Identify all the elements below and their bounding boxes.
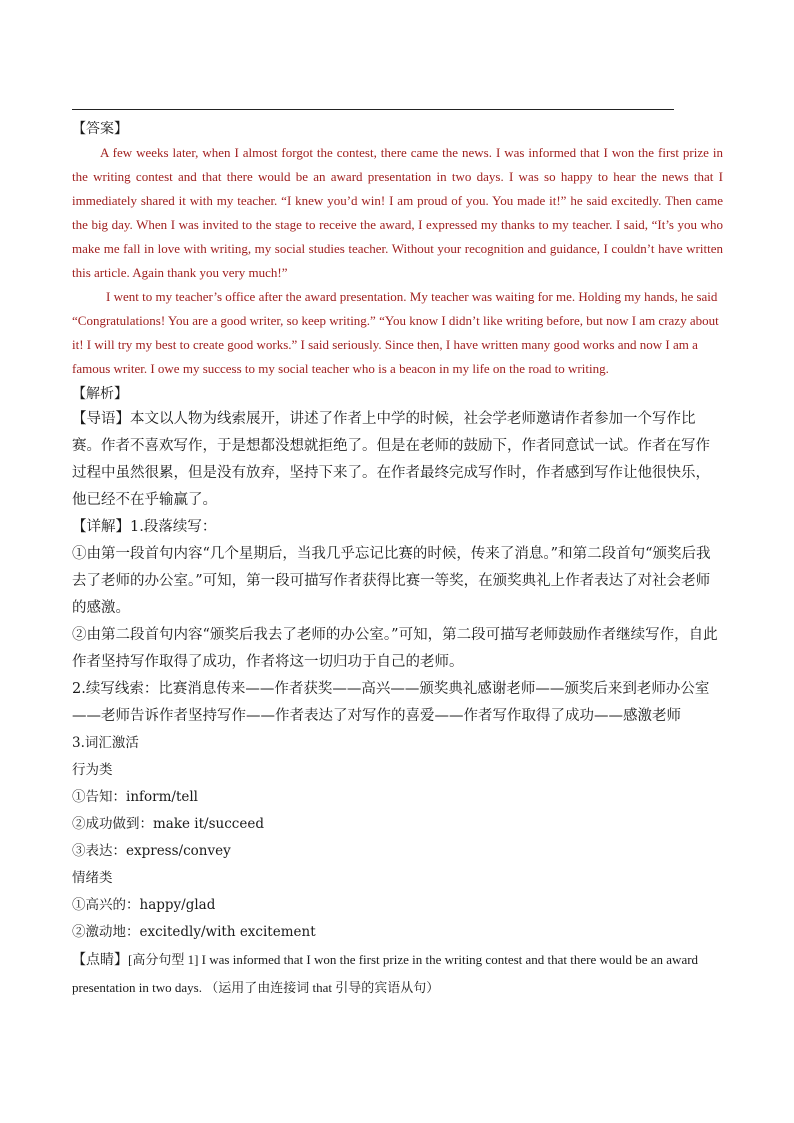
- document-body: [72, 116, 723, 1002]
- top-rule: [72, 109, 674, 110]
- dianjing-tag: [高分句型 1]: [128, 952, 199, 967]
- list-item: ①告知：inform/tell: [72, 789, 198, 805]
- dianjing-paragraph: [72, 946, 723, 1002]
- detail-heading: 【详解】1.段落续写：: [72, 519, 217, 535]
- list-item: ③表达：express/convey: [72, 843, 231, 859]
- answer-paragraph-1: A few weeks later, when I almost forgot the contest, there came the news. I was informed that I won the first prize in the writing contest and that there would be an award presentation in two days. I was so happy to hear the news that I immediately shared it with my teacher. “I knew you’d win! I am proud of you. You made it!” he said excitedly. Then came the big day. When I was invited to the stage to receive the award, I expressed my thanks to my teacher. I said, “It’s you who make me fall in love with writing, my social studies teacher. Without your recognition and guidance, I couldn’t have written this article. Again thank you very much!”: [72, 145, 723, 280]
- detail-point-2: ②由第二段首句内容“颁奖后我去了老师的办公室。”可知，第二段可描写老师鼓励作者继续写作，自此作者坚持写作取得了成功，作者将这一切归功于自己的老师。: [72, 627, 718, 670]
- list-item: ②成功做到：make it/succeed: [72, 816, 264, 832]
- list-item: ①高兴的：happy/glad: [72, 897, 216, 913]
- vocab-heading: 3.词汇激活: [72, 735, 139, 751]
- dianjing-text: I was informed that I won the first prize in the writing contest and that there would be an award presentation in two days. （运用了由连接词 that 引导的宾语从句）: [72, 952, 699, 995]
- writing-clues: 2.续写线索：比赛消息传来——作者获奖——高兴——颁奖典礼感谢老师——颁奖后来到老师办公室——老师告诉作者坚持写作——作者表达了对写作的喜爱——作者写作取得了成功——感激老师: [72, 681, 710, 724]
- actions-heading: 行为类: [72, 762, 113, 778]
- dianjing-label: 【点睛】: [72, 952, 128, 968]
- emotions-heading: 情绪类: [72, 870, 113, 886]
- analysis-label: 【解析】: [72, 386, 128, 402]
- answer-paragraph-2: I went to my teacher’s office after the award presentation. My teacher was waiting for me. Holding my hands, he said “Congratulations! You are a good writer, so keep writing.” “You know I didn’t like writing before, but now I am crazy about it! I will try my best to create good works.” I said seriously. Since then, I have written many good works and now I am a famous writer. I owe my success to my social teacher who is a beacon in my life on the road to writing.: [72, 289, 719, 376]
- answer-label: 【答案】: [72, 121, 128, 137]
- list-item: ②激动地：excitedly/with excitement: [72, 924, 316, 940]
- detail-point-1: ①由第一段首句内容“几个星期后，当我几乎忘记比赛的时候，传来了消息。”和第二段首句“颁奖后我去了老师的办公室。”可知，第一段可描写作者获得比赛一等奖，在颁奖典礼上作者表达了对社会老师的感激。: [72, 546, 711, 616]
- guide-paragraph: 【导语】本文以人物为线索展开，讲述了作者上中学的时候，社会学老师邀请作者参加一个写作比赛。作者不喜欢写作，于是想都没想就拒绝了。但是在老师的鼓励下，作者同意试一试。作者在写作过程中虽然很累，但是没有放弃，坚持下来了。在作者最终完成写作时，作者感到写作让他很快乐，他已经不在乎输赢了。: [72, 411, 710, 508]
